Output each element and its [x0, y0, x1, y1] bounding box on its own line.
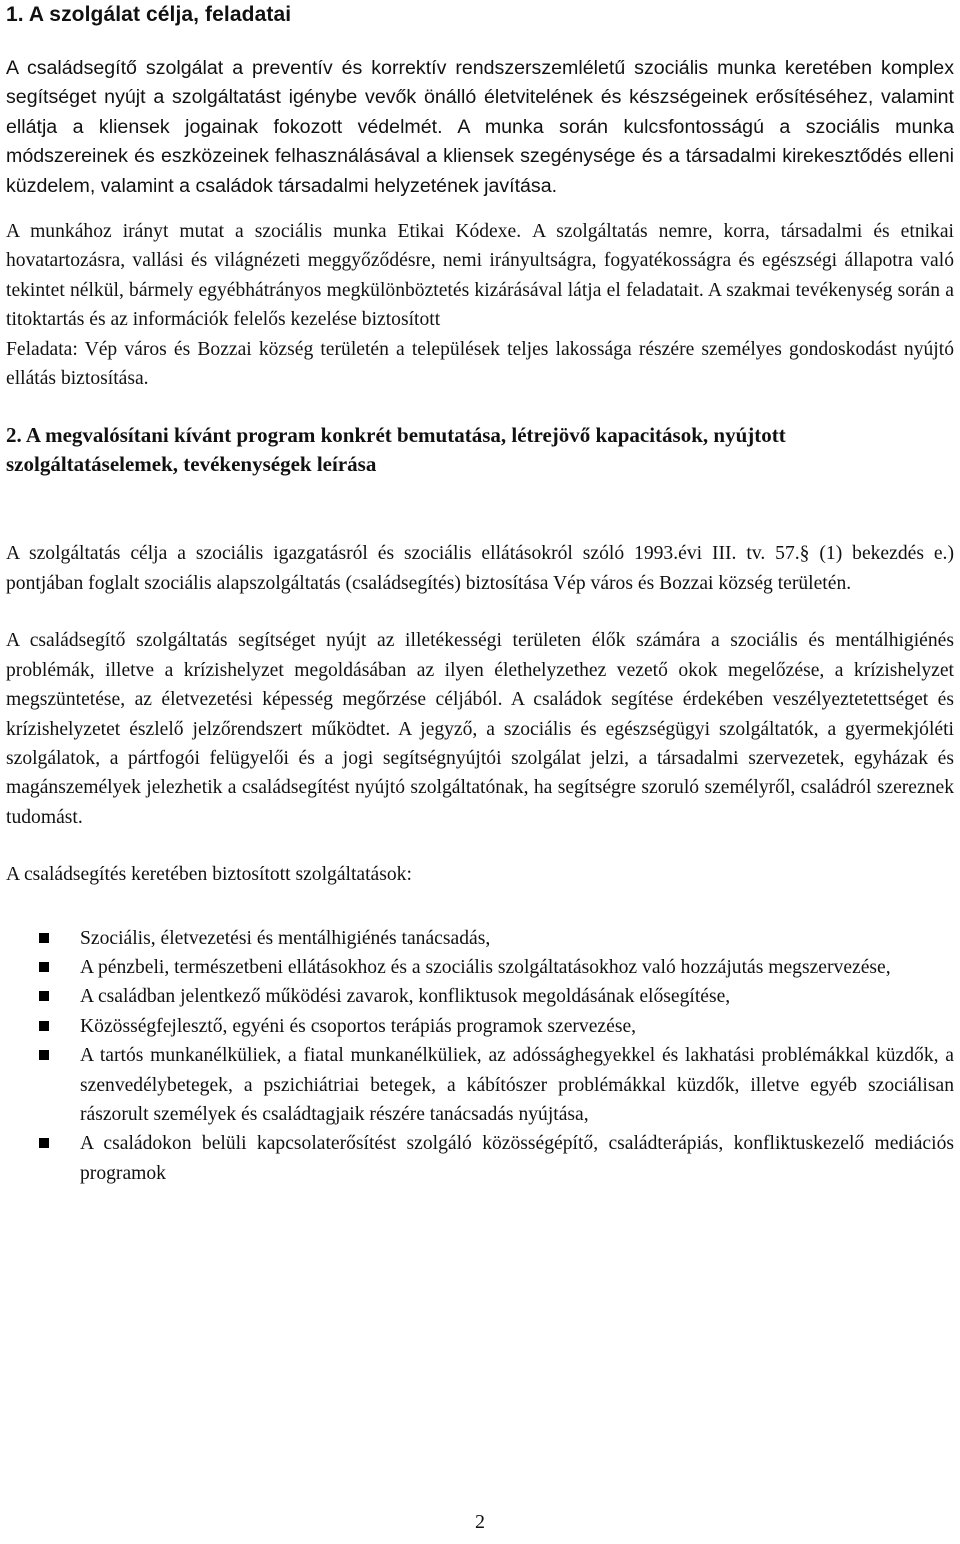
spacer — [6, 598, 954, 626]
section-2-title: 2. A megvalósítani kívánt program konkrét bemutatása, létrejövő kapacitások, nyújtott szolgáltatáselemek, tevékenységek leírása — [6, 423, 786, 477]
section-1-paragraph-1 — [6, 54, 954, 201]
list-item — [6, 1012, 954, 1041]
list-item-text: Szociális, életvezetési és mentálhigiénés tanácsadás, — [80, 927, 491, 949]
document-page — [6, 0, 954, 1188]
services-list — [6, 924, 954, 1189]
list-item-text: A családokon belüli kapcsolaterősítést szolgáló közösségépítő, családterápiás, konfliktuskezelő mediációs programok — [80, 1133, 954, 1184]
list-item-text: A tartós munkanélküliek, a fiatal munkanélküliek, az adóssághegyekkel és lakhatási problémákkal küzdők, a szenvedélybetegek, a pszichiátriai betegek, a kábítószer problémákkal küzdők, illetve egyéb szociálisan rászorult személyek és családtagjaik részére tanácsadás nyújtása, — [80, 1045, 954, 1125]
section-1-paragraph-3: Feladata: Vép város és Bozzai község területén a települések teljes lakossága részére személyes gondoskodást nyújtó ellátás biztosítása. — [6, 338, 954, 390]
paragraph-1-sans-continuation: A munka során kulcsfontosságú a szociális munka módszereinek és eszközeinek felhasználásával a kliensek szegénysége és a társadalmi kirekesztődés elleni küzdelem, valamint a családok társadalmi helyzetének javítása. — [6, 115, 954, 197]
paragraph-2-ethics-part: A munkához irányt mutat a szociális munka Etikai Kódexe. — [6, 221, 522, 243]
square-bullet-icon — [39, 1021, 49, 1031]
square-bullet-icon — [39, 1050, 49, 1060]
list-item — [6, 924, 954, 953]
list-item-text: A családban jelentkező működési zavarok, konfliktusok megoldásának elősegítése, — [80, 986, 731, 1008]
list-item — [6, 982, 954, 1011]
section-2-paragraph-1: A szolgáltatás célja a szociális igazgatásról és szociális ellátásokról szóló 1993.évi III. tv. 57.§ (1) bekezdés e.) pontjában foglalt szociális alapszolgáltatás (családsegítés) biztosítása Vép város és Bozzai község területén. — [6, 543, 954, 594]
services-list-intro: A családsegítés keretében biztosított szolgáltatások: — [6, 864, 412, 886]
section-2-paragraph-2: A családsegítő szolgáltatás segítséget nyújt az illetékességi területen élők számára a szociális és mentálhigiénés problémák, illetve a krízishelyzet megoldásában az ilyen élethelyzethez vezető okok megelőzése, a krízishelyzet megszüntetése, az életvezetési képesség megőrzése céljából. A családok segítése érdekében veszélyeztetettséget és krízishelyzetet észlelő jelzőrendszert működtet. A jegyző, a szociális és egészségügyi szolgáltatók, a gyermekjóléti szolgálatok, a pártfogói felügyelői és a jogi segítségnyújtói szolgálat jelzi, a társadalmi szervezetek, egyházak és magánszemélyek jelezhetik a családsegítést nyújtó szolgáltatónak, ha segítségre szoruló személyről, családról szereznek tudomást. — [6, 630, 954, 828]
spacer — [6, 890, 954, 924]
page-number: 2 — [475, 1511, 485, 1533]
section-1-paragraph-2 — [6, 217, 954, 335]
square-bullet-icon — [39, 991, 49, 1001]
spacer — [6, 832, 954, 860]
list-item-text: Közösségfejlesztő, egyéni és csoportos terápiás programok szervezése, — [80, 1015, 637, 1037]
list-item — [6, 1129, 954, 1188]
list-item — [6, 1041, 954, 1129]
square-bullet-icon — [39, 933, 49, 943]
spacer — [6, 28, 954, 44]
spacer — [6, 201, 954, 217]
spacer — [6, 479, 954, 539]
square-bullet-icon — [39, 1138, 49, 1148]
paragraph-1-sans-part: A családsegítő szolgálat a preventív és korrektív rendszerszemléletű szociális munka keretében komplex segítséget nyújt a szolgáltatást igénybe vevők önálló életvitelének és készségeinek erősítéséhez, valamint ellátja a kliensek jogainak fokozott védelmét. — [6, 57, 954, 138]
spacer — [6, 393, 954, 421]
list-item-text: A pénzbeli, természetbeni ellátásokhoz és a szociális szolgáltatásokhoz való hozzájutás megszervezése, — [80, 956, 891, 978]
paragraph-2-main-part: A szolgáltatás nemre, korra, társadalmi és etnikai hovatartozásra, vallási és világnézeti meggyőződésre, nemi irányultságra, fogyatékosságra és egészségi állapotra való tekintet nélkül, bármely egyébhátrányos megkülönböztetés kizárásával látja el feladatait. A szakmai tevékenység során a titoktartás és az információk felelős kezelése biztosított — [6, 221, 954, 331]
section-1-title: 1. A szolgálat célja, feladatai — [6, 3, 292, 26]
list-item — [6, 953, 954, 982]
square-bullet-icon — [39, 962, 49, 972]
